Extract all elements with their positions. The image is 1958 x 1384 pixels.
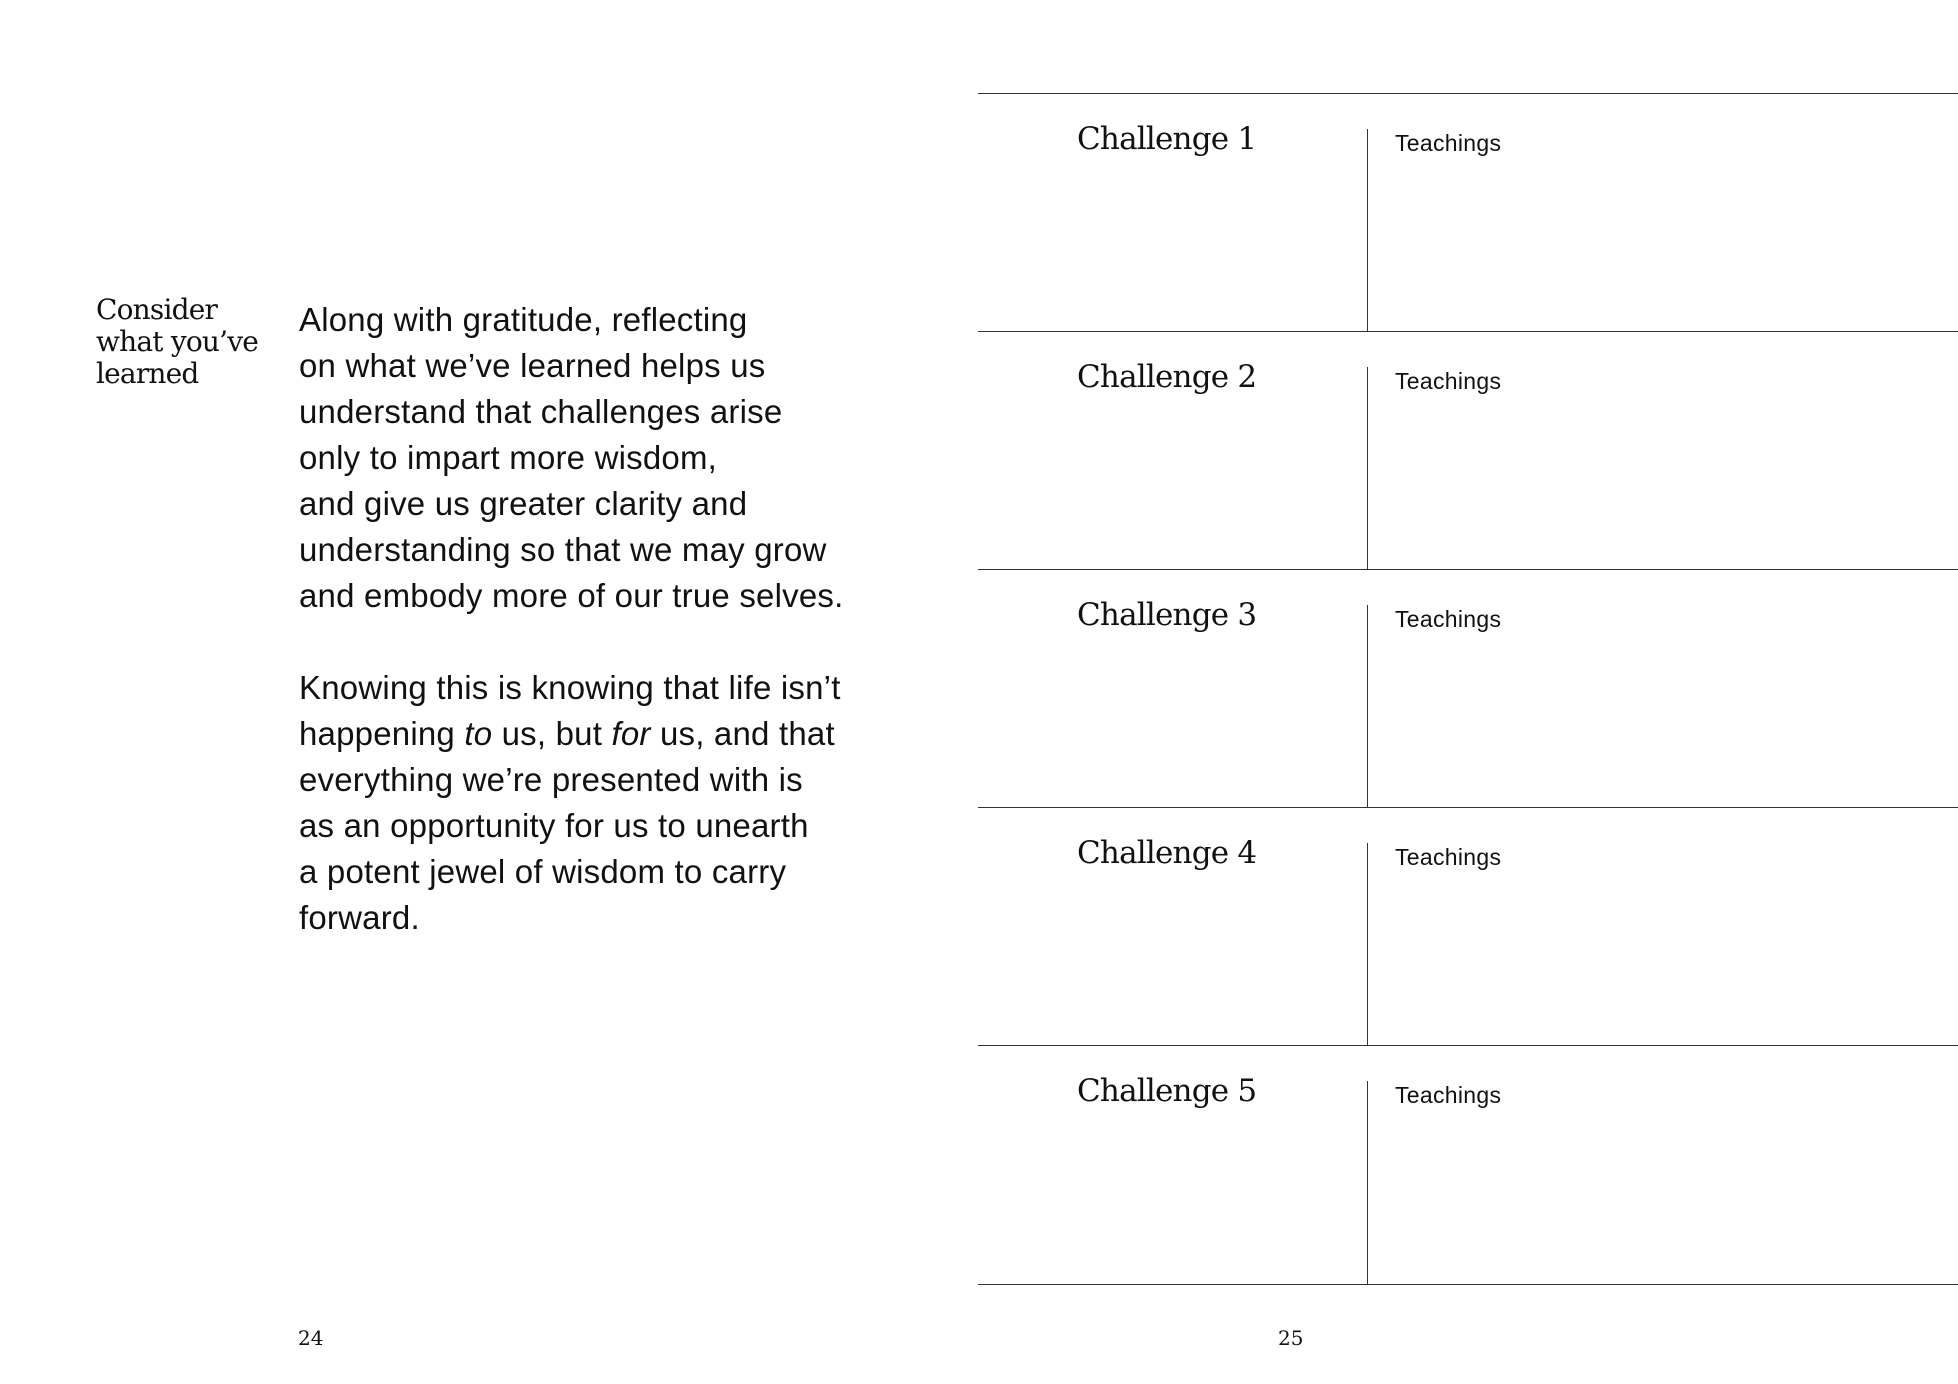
- page-number-left: 24: [298, 1326, 324, 1350]
- emphasis-for: for: [611, 715, 651, 752]
- text-line: only to impart more wisdom,: [299, 439, 718, 476]
- column-divider: [1367, 367, 1368, 569]
- body-text: [299, 297, 899, 941]
- paragraph-gratitude: [299, 297, 899, 619]
- text-line: understanding so that we may grow: [299, 531, 827, 568]
- challenge-label: Challenge 2: [1077, 359, 1257, 395]
- text-line: Knowing this is knowing that life isn’t: [299, 669, 841, 706]
- text-line: [299, 711, 899, 757]
- teachings-label: Teachings: [1395, 606, 1502, 632]
- text-line: and embody more of our true selves.: [299, 577, 844, 614]
- section-heading-line: what you’ve: [96, 325, 259, 358]
- section-heading: [96, 294, 266, 390]
- challenges-grid: [978, 93, 1958, 1288]
- text-line: understand that challenges arise: [299, 393, 783, 430]
- challenge-label: Challenge 3: [1077, 597, 1257, 633]
- section-heading-line: Consider: [96, 293, 218, 326]
- challenge-row: [978, 807, 1958, 1045]
- challenge-row: [978, 331, 1958, 569]
- emphasis-to: to: [464, 715, 493, 752]
- column-divider: [1367, 1081, 1368, 1284]
- text-line: Along with gratitude, reflecting: [299, 301, 748, 338]
- column-divider: [1367, 129, 1368, 331]
- text-run: us, but: [492, 715, 612, 752]
- text-line: everything we’re presented with is: [299, 761, 803, 798]
- section-heading-line: learned: [96, 357, 199, 390]
- teachings-label: Teachings: [1395, 130, 1502, 156]
- teachings-label: Teachings: [1395, 368, 1502, 394]
- challenge-row: [978, 569, 1958, 807]
- column-divider: [1367, 843, 1368, 1045]
- text-line: and give us greater clarity and: [299, 485, 748, 522]
- text-line: a potent jewel of wisdom to carry: [299, 853, 787, 890]
- text-line: as an opportunity for us to unearth: [299, 807, 809, 844]
- paragraph-knowing: [299, 665, 899, 941]
- challenge-row: [978, 93, 1958, 331]
- challenge-label: Challenge 1: [1077, 121, 1257, 157]
- text-run: happening: [299, 715, 465, 752]
- text-line: on what we’ve learned helps us: [299, 347, 766, 384]
- column-divider: [1367, 605, 1368, 807]
- text-run: us, and that: [650, 715, 835, 752]
- challenge-label: Challenge 4: [1077, 835, 1257, 871]
- challenge-row: [978, 1045, 1958, 1285]
- text-line: forward.: [299, 899, 420, 936]
- page-number-right: 25: [1278, 1326, 1304, 1350]
- challenge-label: Challenge 5: [1077, 1073, 1257, 1109]
- teachings-label: Teachings: [1395, 1082, 1502, 1108]
- teachings-label: Teachings: [1395, 844, 1502, 870]
